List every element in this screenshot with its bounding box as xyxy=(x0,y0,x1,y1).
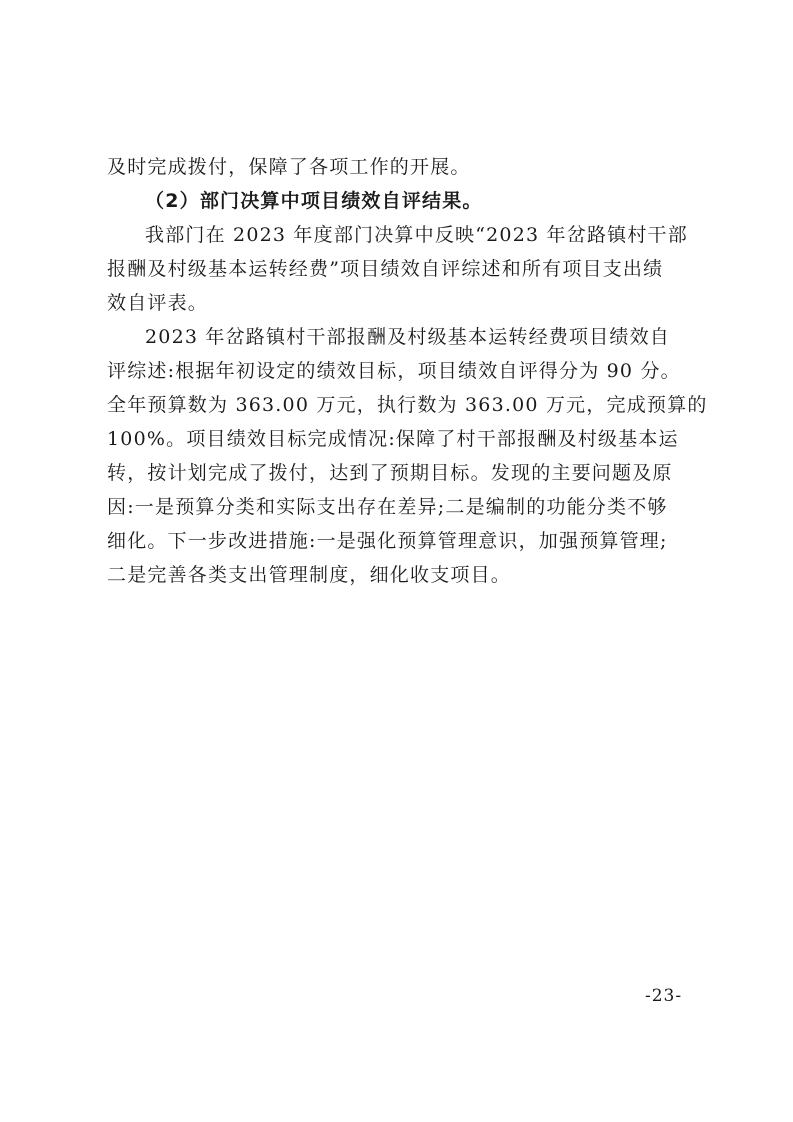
paragraph-1-line: 报酬及村级基本运转经费”项目绩效自评综述和所有项目支出绩 xyxy=(107,258,664,280)
paragraph-2-line: 100%。项目绩效目标完成情况:保障了村干部报酬及村级基本运 xyxy=(107,428,679,450)
paragraph-2-line: 评综述:根据年初设定的绩效目标，项目绩效自评得分为 90 分。 xyxy=(107,360,681,382)
paragraph-intro-line: 及时完成拨付，保障了各项工作的开展。 xyxy=(107,156,471,178)
paragraph-1-line: 我部门在 2023 年度部门决算中反映“2023 年岔路镇村干部 xyxy=(145,224,688,246)
paragraph-1-line: 效自评表。 xyxy=(107,292,209,314)
paragraph-2-line: 转，按计划完成了拨付，达到了预期目标。发现的主要问题及原 xyxy=(107,462,673,484)
paragraph-2-line: 二是完善各类支出管理制度，细化收支项目。 xyxy=(107,564,512,586)
section-heading: （2）部门决算中项目绩效自评结果。 xyxy=(145,190,483,212)
paragraph-2-line: 因:一是预算分类和实际支出存在差异;二是编制的功能分类不够 xyxy=(107,496,668,518)
paragraph-2-line: 细化。下一步改进措施:一是强化预算管理意识，加强预算管理; xyxy=(107,530,668,552)
paragraph-2-line: 2023 年岔路镇村干部报酬及村级基本运转经费项目绩效自 xyxy=(145,326,670,348)
body-text xyxy=(107,150,708,592)
paragraph-2-line: 全年预算数为 363.00 万元，执行数为 363.00 万元，完成预算的 xyxy=(107,394,708,416)
page-number: -23- xyxy=(645,986,683,1006)
